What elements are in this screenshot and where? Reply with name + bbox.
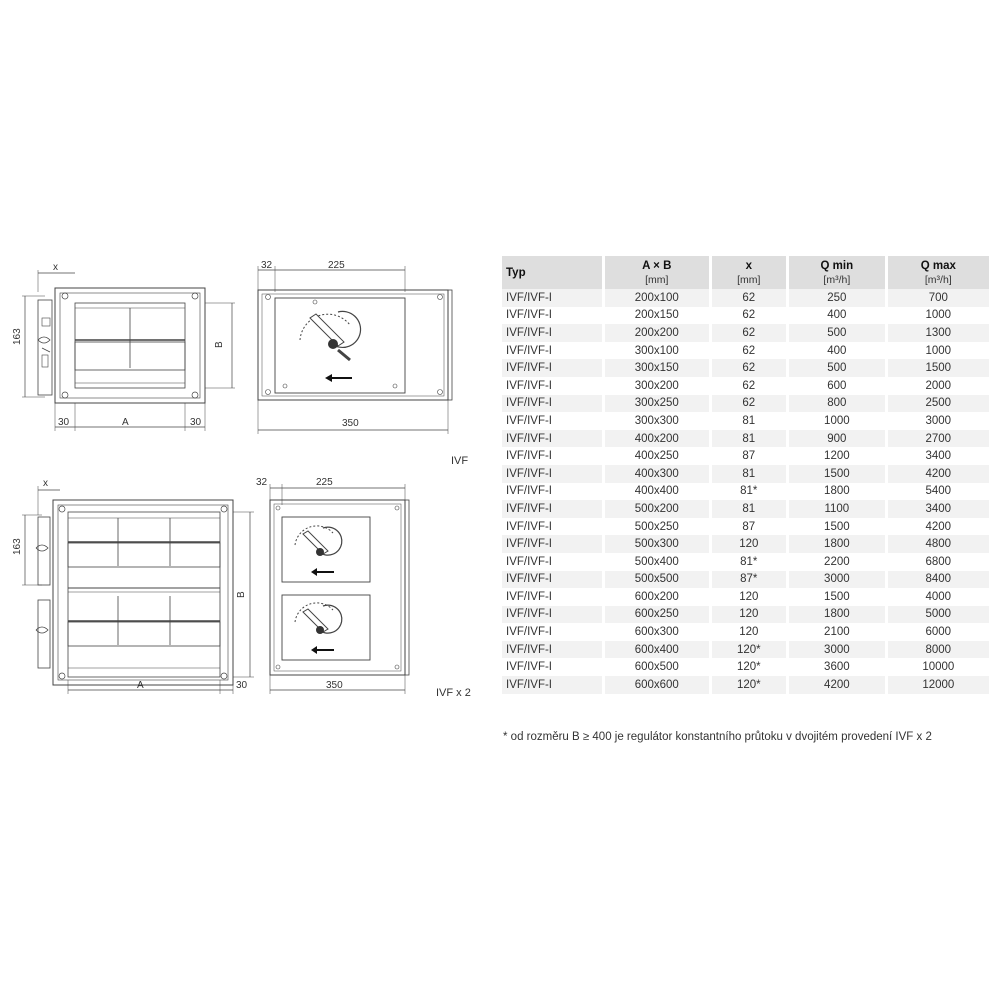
cell-typ: IVF/IVF-I: [502, 465, 604, 483]
cell-qmin: 3000: [788, 641, 887, 659]
cell-x: 81: [710, 430, 788, 448]
header-axb: [604, 256, 711, 289]
ivfx2-dim-b: B: [236, 591, 247, 598]
header-qmin: [788, 256, 887, 289]
cell-typ: IVF/IVF-I: [502, 359, 604, 377]
table-row: [502, 606, 991, 624]
table-row: [502, 588, 991, 606]
cell-qmax: 4200: [886, 518, 990, 536]
table-row: [502, 465, 991, 483]
cell-x: 62: [710, 395, 788, 413]
cell-x: 87*: [710, 571, 788, 589]
cell-qmax: 6000: [886, 623, 990, 641]
cell-axb: 600x500: [604, 658, 711, 676]
cell-axb: 500x200: [604, 500, 711, 518]
cell-axb: 400x250: [604, 447, 711, 465]
cell-typ: IVF/IVF-I: [502, 412, 604, 430]
cell-qmin: 250: [788, 289, 887, 307]
ivfx2-dim-bottom350: 350: [326, 680, 343, 691]
cell-typ: IVF/IVF-I: [502, 483, 604, 501]
cell-qmax: 8400: [886, 571, 990, 589]
ivf-side-view: [258, 260, 452, 434]
cell-qmin: 500: [788, 359, 887, 377]
table-row: [502, 571, 991, 589]
table-row: [502, 307, 991, 325]
table-row: [502, 518, 991, 536]
cell-x: 81: [710, 500, 788, 518]
cell-x: 120: [710, 606, 788, 624]
header-x-unit: [mm]: [737, 274, 761, 286]
cell-axb: 600x250: [604, 606, 711, 624]
cell-axb: 300x150: [604, 359, 711, 377]
cell-x: 87: [710, 447, 788, 465]
cell-qmin: 1200: [788, 447, 887, 465]
cell-axb: 600x600: [604, 676, 711, 694]
header-axb-title: A × B: [642, 260, 672, 272]
cell-x: 62: [710, 324, 788, 342]
technical-drawings: [0, 0, 500, 720]
header-axb-unit: [mm]: [645, 274, 669, 286]
cell-x: 62: [710, 307, 788, 325]
cell-axb: 600x300: [604, 623, 711, 641]
ivf-label: IVF: [451, 455, 469, 467]
cell-x: 81: [710, 412, 788, 430]
table-body: [502, 289, 991, 694]
cell-axb: 500x500: [604, 571, 711, 589]
ivfx2-dim-top32: 32: [256, 477, 268, 488]
cell-qmin: 1100: [788, 500, 887, 518]
ivfx2-side-view: [256, 477, 409, 694]
cell-x: 120*: [710, 658, 788, 676]
cell-qmax: 4000: [886, 588, 990, 606]
cell-qmin: 900: [788, 430, 887, 448]
ivfx2-dim-right30: 30: [236, 680, 248, 691]
cell-axb: 600x400: [604, 641, 711, 659]
cell-qmax: 1000: [886, 307, 990, 325]
cell-qmax: 3000: [886, 412, 990, 430]
cell-axb: 200x100: [604, 289, 711, 307]
cell-qmin: 2100: [788, 623, 887, 641]
table-row: [502, 658, 991, 676]
table-row: [502, 641, 991, 659]
cell-qmax: 3400: [886, 500, 990, 518]
cell-typ: IVF/IVF-I: [502, 500, 604, 518]
cell-axb: 200x200: [604, 324, 711, 342]
cell-qmax: 6800: [886, 553, 990, 571]
header-typ-title: Typ: [506, 267, 526, 279]
cell-x: 81*: [710, 553, 788, 571]
cell-axb: 300x250: [604, 395, 711, 413]
table-row: [502, 377, 991, 395]
ivf-dim-x: x: [53, 262, 58, 273]
cell-typ: IVF/IVF-I: [502, 447, 604, 465]
cell-qmin: 400: [788, 307, 887, 325]
cell-qmax: 1500: [886, 359, 990, 377]
table-row: [502, 483, 991, 501]
table-header-row: [502, 256, 991, 289]
cell-axb: 400x300: [604, 465, 711, 483]
cell-x: 62: [710, 359, 788, 377]
cell-x: 120*: [710, 676, 788, 694]
ivf-dim-163: 163: [12, 328, 23, 345]
cell-axb: 500x400: [604, 553, 711, 571]
table-row: [502, 342, 991, 360]
cell-qmin: 400: [788, 342, 887, 360]
table-row: [502, 676, 991, 694]
cell-qmin: 1500: [788, 465, 887, 483]
ivfx2-dim-x: x: [43, 478, 48, 489]
cell-typ: IVF/IVF-I: [502, 641, 604, 659]
table-row: [502, 553, 991, 571]
cell-axb: 400x400: [604, 483, 711, 501]
cell-qmax: 2500: [886, 395, 990, 413]
table-row: [502, 535, 991, 553]
cell-qmax: 4800: [886, 535, 990, 553]
cell-typ: IVF/IVF-I: [502, 342, 604, 360]
cell-x: 87: [710, 518, 788, 536]
cell-qmin: 600: [788, 377, 887, 395]
cell-typ: IVF/IVF-I: [502, 658, 604, 676]
cell-typ: IVF/IVF-I: [502, 430, 604, 448]
cell-typ: IVF/IVF-I: [502, 623, 604, 641]
cell-x: 120: [710, 623, 788, 641]
cell-qmax: 2700: [886, 430, 990, 448]
cell-qmax: 3400: [886, 447, 990, 465]
cell-typ: IVF/IVF-I: [502, 676, 604, 694]
cell-qmin: 4200: [788, 676, 887, 694]
header-typ: [502, 256, 604, 289]
cell-typ: IVF/IVF-I: [502, 518, 604, 536]
ivf-dim-b: B: [214, 341, 225, 348]
cell-axb: 200x150: [604, 307, 711, 325]
cell-typ: IVF/IVF-I: [502, 588, 604, 606]
cell-x: 62: [710, 289, 788, 307]
cell-x: 120: [710, 588, 788, 606]
table-row: [502, 623, 991, 641]
spec-table: [502, 256, 992, 694]
cell-typ: IVF/IVF-I: [502, 535, 604, 553]
cell-qmax: 1300: [886, 324, 990, 342]
ivfx2-dim-top225: 225: [316, 477, 333, 488]
cell-typ: IVF/IVF-I: [502, 377, 604, 395]
ivf-dim-left30: 30: [58, 417, 70, 428]
cell-qmax: 10000: [886, 658, 990, 676]
cell-axb: 500x300: [604, 535, 711, 553]
ivf-dim-right30: 30: [190, 417, 202, 428]
table-footnote: * od rozměru B ≥ 400 je regulátor konstantního průtoku v dvojitém provedení IVF x 2: [503, 731, 932, 743]
ivfx2-dim-163: 163: [12, 538, 23, 555]
cell-qmin: 1500: [788, 518, 887, 536]
cell-qmin: 800: [788, 395, 887, 413]
cell-qmax: 2000: [886, 377, 990, 395]
cell-qmin: 2200: [788, 553, 887, 571]
cell-typ: IVF/IVF-I: [502, 395, 604, 413]
table-row: [502, 447, 991, 465]
cell-qmax: 700: [886, 289, 990, 307]
cell-qmax: 1000: [886, 342, 990, 360]
cell-qmin: 3600: [788, 658, 887, 676]
header-x-title: x: [745, 260, 752, 272]
cell-typ: IVF/IVF-I: [502, 289, 604, 307]
cell-axb: 300x100: [604, 342, 711, 360]
cell-axb: 500x250: [604, 518, 711, 536]
table-row: [502, 324, 991, 342]
table-row: [502, 412, 991, 430]
header-qmax-unit: [m³/h]: [924, 274, 952, 286]
ivf-dim-a: A: [122, 417, 129, 428]
cell-qmin: 1800: [788, 483, 887, 501]
header-qmax-title: Q max: [920, 260, 956, 272]
cell-typ: IVF/IVF-I: [502, 307, 604, 325]
header-x: [710, 256, 788, 289]
cell-qmax: 5000: [886, 606, 990, 624]
cell-axb: 400x200: [604, 430, 711, 448]
cell-qmin: 1800: [788, 606, 887, 624]
table-row: [502, 289, 991, 307]
cell-typ: IVF/IVF-I: [502, 571, 604, 589]
cell-qmin: 1800: [788, 535, 887, 553]
ivf-dim-top32: 32: [261, 260, 273, 271]
cell-x: 81*: [710, 483, 788, 501]
cell-x: 62: [710, 342, 788, 360]
ivfx2-label: IVF x 2: [436, 687, 471, 699]
cell-qmin: 1000: [788, 412, 887, 430]
header-qmin-title: Q min: [820, 260, 854, 272]
cell-qmin: 500: [788, 324, 887, 342]
cell-axb: 300x200: [604, 377, 711, 395]
table-row: [502, 430, 991, 448]
cell-qmax: 8000: [886, 641, 990, 659]
ivf-front-view: [12, 262, 235, 431]
cell-typ: IVF/IVF-I: [502, 606, 604, 624]
cell-typ: IVF/IVF-I: [502, 553, 604, 571]
cell-qmax: 12000: [886, 676, 990, 694]
cell-axb: 300x300: [604, 412, 711, 430]
cell-qmin: 1500: [788, 588, 887, 606]
cell-x: 120: [710, 535, 788, 553]
cell-axb: 600x200: [604, 588, 711, 606]
ivfx2-dim-a: A: [137, 680, 144, 691]
table-row: [502, 500, 991, 518]
header-qmax: [886, 256, 990, 289]
cell-qmax: 4200: [886, 465, 990, 483]
table-row: [502, 395, 991, 413]
ivfx2-front-view: [12, 478, 254, 694]
ivf-dim-top225: 225: [328, 260, 345, 271]
cell-x: 62: [710, 377, 788, 395]
table-row: [502, 359, 991, 377]
cell-x: 120*: [710, 641, 788, 659]
cell-qmax: 5400: [886, 483, 990, 501]
cell-x: 81: [710, 465, 788, 483]
cell-typ: IVF/IVF-I: [502, 324, 604, 342]
ivf-dim-bottom350: 350: [342, 418, 359, 429]
header-qmin-unit: [m³/h]: [823, 274, 851, 286]
cell-qmin: 3000: [788, 571, 887, 589]
